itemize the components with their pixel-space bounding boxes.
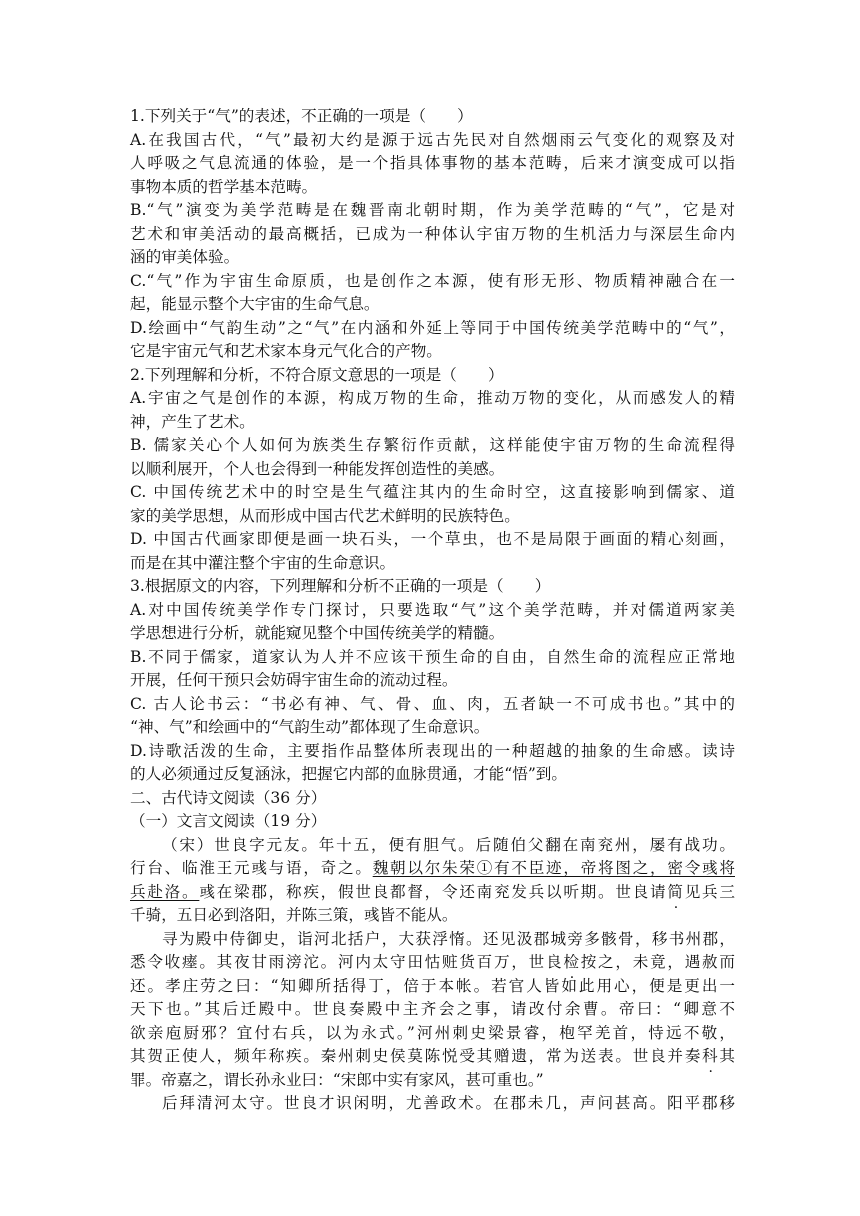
text-line: B.不同于儒家，道家认为人并不应该干预生命的自由，自然生命的流程应正常地 <box>130 647 735 666</box>
passage-line <box>130 1045 735 1069</box>
passage <box>130 834 735 1116</box>
text-line: 事物本质的哲学基本范畴。 <box>130 177 318 196</box>
passage-line: 罪。帝嘉之，谓长孙永业曰：“宋郎中实有家风，甚可重也。” <box>130 1070 544 1089</box>
passage-line <box>130 951 735 975</box>
passage-line: 天下也。”其后迁殿中。世良奏殿中主齐会之事，请改付余曹。帝曰：“卿意不 <box>130 1000 735 1018</box>
passage-line: 寻为殿中侍御史，诣河北括户，大获浮惰。还见汲郡城旁多骸骨，移书州郡， <box>162 929 735 948</box>
text-line: 艺术和审美活动的最高概括，已成为一种体认宇宙万物的生机活力与深层生命内 <box>130 224 735 243</box>
passage-text: 彧在梁郡，称疾，假世良都督，令还南兖发兵以听期。世良请 <box>199 882 668 901</box>
passage-line <box>130 857 735 881</box>
text-line: 人呼吸之气息流通的体验，是一个指具体事物的基本范畴，后来才演变成可以指 <box>130 154 735 172</box>
text-line: C. 中国传统艺术中的时空是生气蕴注其内的生命时空，这直接影响到儒家、道 <box>130 483 735 501</box>
passage-line: 还。孝庄劳之曰：“知卿所括得丁，倍于本帐。若官人皆如此用心，便是更出一 <box>130 976 735 995</box>
document-page <box>130 105 735 1116</box>
dotted-char: 科 <box>702 1047 720 1065</box>
passage-text: 其贺正使人，频年称疾。秦州刺史侯莫陈悦受其赠遗，常为送表。世良并奏 <box>130 1047 703 1065</box>
passage-text: 其 <box>719 1047 735 1065</box>
text-line: 的人必须通过反复涵泳，把握它内部的血脉贯通，才能“悟”到。 <box>130 765 567 783</box>
text-line: 以顺利展开，个人也会得到一种能发挥创造性的美感。 <box>130 459 505 478</box>
passage-line: 欲亲庖厨邪？宜付右兵，以为永式。”河州刺史梁景睿，枹罕羌首，恃远不敬， <box>130 1023 735 1042</box>
text-line: B.“气”演变为美学范畴是在魏晋南北朝时期，作为美学范畴的“气”，它是对 <box>130 201 735 219</box>
text-line: 而是在其中灌注整个宇宙的生命意识。 <box>130 553 396 572</box>
dotted-char: 检 <box>563 953 581 971</box>
text-line: C. 古人论书云：“书必有神、气、骨、血、肉，五者缺一不可成书也。”其中的 <box>130 694 735 713</box>
text-line: 起，能显示整个大宇宙的生命气息。 <box>130 295 380 313</box>
passage-line: （宋）世良字元友。年十五，便有胆气。后随伯父翻在南兖州，屡有战功。 <box>162 835 735 854</box>
text-line: D.诗歌活泼的生命，主要指作品整体所表现出的一种超越的抽象的生命感。读诗 <box>130 741 735 760</box>
passage-line <box>130 881 735 905</box>
passage-text: 悉令收瘗。其夜甘雨滂沱。河内太守田怙赃货百万，世良 <box>130 953 564 971</box>
text-line: “神、气”和绘画中的“气韵生动”都体现了生命意识。 <box>130 718 490 736</box>
text-line: 学思想进行分析，就能窥见整个中国传统美学的精髓。 <box>130 624 505 642</box>
text-line: B. 儒家关心个人如何为族类生存繁衍作贡献，这样能使宇宙万物的生命流程得 <box>130 436 735 454</box>
text-line: 1.下列关于“气”的表述，不正确的一项是（ ） <box>130 107 473 125</box>
passage-text: 按之，未竟，遇赦而 <box>580 953 735 971</box>
text-line: 开展，任何干预只会妨碍宇宙生命的流动过程。 <box>130 671 458 689</box>
dotted-char: 简 <box>667 882 685 901</box>
passage-line: 千骑，五日必到洛阳，并陈三策，彧皆不能从。 <box>130 906 458 924</box>
text-line: 它是宇宙元气和艺术家本身元气化合的产物。 <box>130 342 442 360</box>
passage-line: 后拜清河太守。世良才识闲明，尤善政术。在郡未几，声问甚高。阳平郡移 <box>162 1094 735 1112</box>
underlined-sentence: 魏朝以尔朱荣①有不臣迹，帝将图之，密令彧将 <box>372 859 735 877</box>
text-line: （一）文言文阅读（19 分） <box>130 812 327 830</box>
passage-text: 见兵三 <box>684 882 735 901</box>
underlined-sentence: 兵赴洛。 <box>130 882 200 901</box>
text-line: A.宇宙之气是创作的本源，构成万物的生命，推动万物的变化，从而感发人的精 <box>130 389 735 407</box>
text-line: 神，产生了艺术。 <box>130 412 255 431</box>
text-line: D. 中国古代画家即便是画一块石头，一个草虫，也不是局限于画面的精心刻画， <box>130 530 735 548</box>
text-line: C.“气”作为宇宙生命原质，也是创作之本源，使有形无形、物质精神融合在一 <box>130 271 735 290</box>
text-line: 2.下列理解和分析，不符合原文意思的一项是（ ） <box>130 365 504 384</box>
text-line: 3.根据原文的内容，下列理解和分析不正确的一项是（ ） <box>130 577 551 595</box>
text-line: 涵的审美体验。 <box>130 248 240 266</box>
text-line: D.绘画中“气韵生动”之“气”在内涵和外延上等同于中国传统美学范畴中的“气”， <box>130 318 735 337</box>
text-line: 家的美学思想，从而形成中国古代艺术鲜明的民族特色。 <box>130 506 520 525</box>
text-line: A.对中国传统美学作专门探讨，只要选取“气”这个美学范畴，并对儒道两家美 <box>130 600 735 619</box>
passage-text: 行台、临淮王元彧与语，奇之。 <box>130 859 373 877</box>
text-line: A.在我国古代，“气”最初大约是源于远古先民对自然烟雨云气变化的观察及对 <box>130 130 735 149</box>
text-line: 二、古代诗文阅读（36 分） <box>130 788 327 807</box>
question-section <box>130 105 735 834</box>
